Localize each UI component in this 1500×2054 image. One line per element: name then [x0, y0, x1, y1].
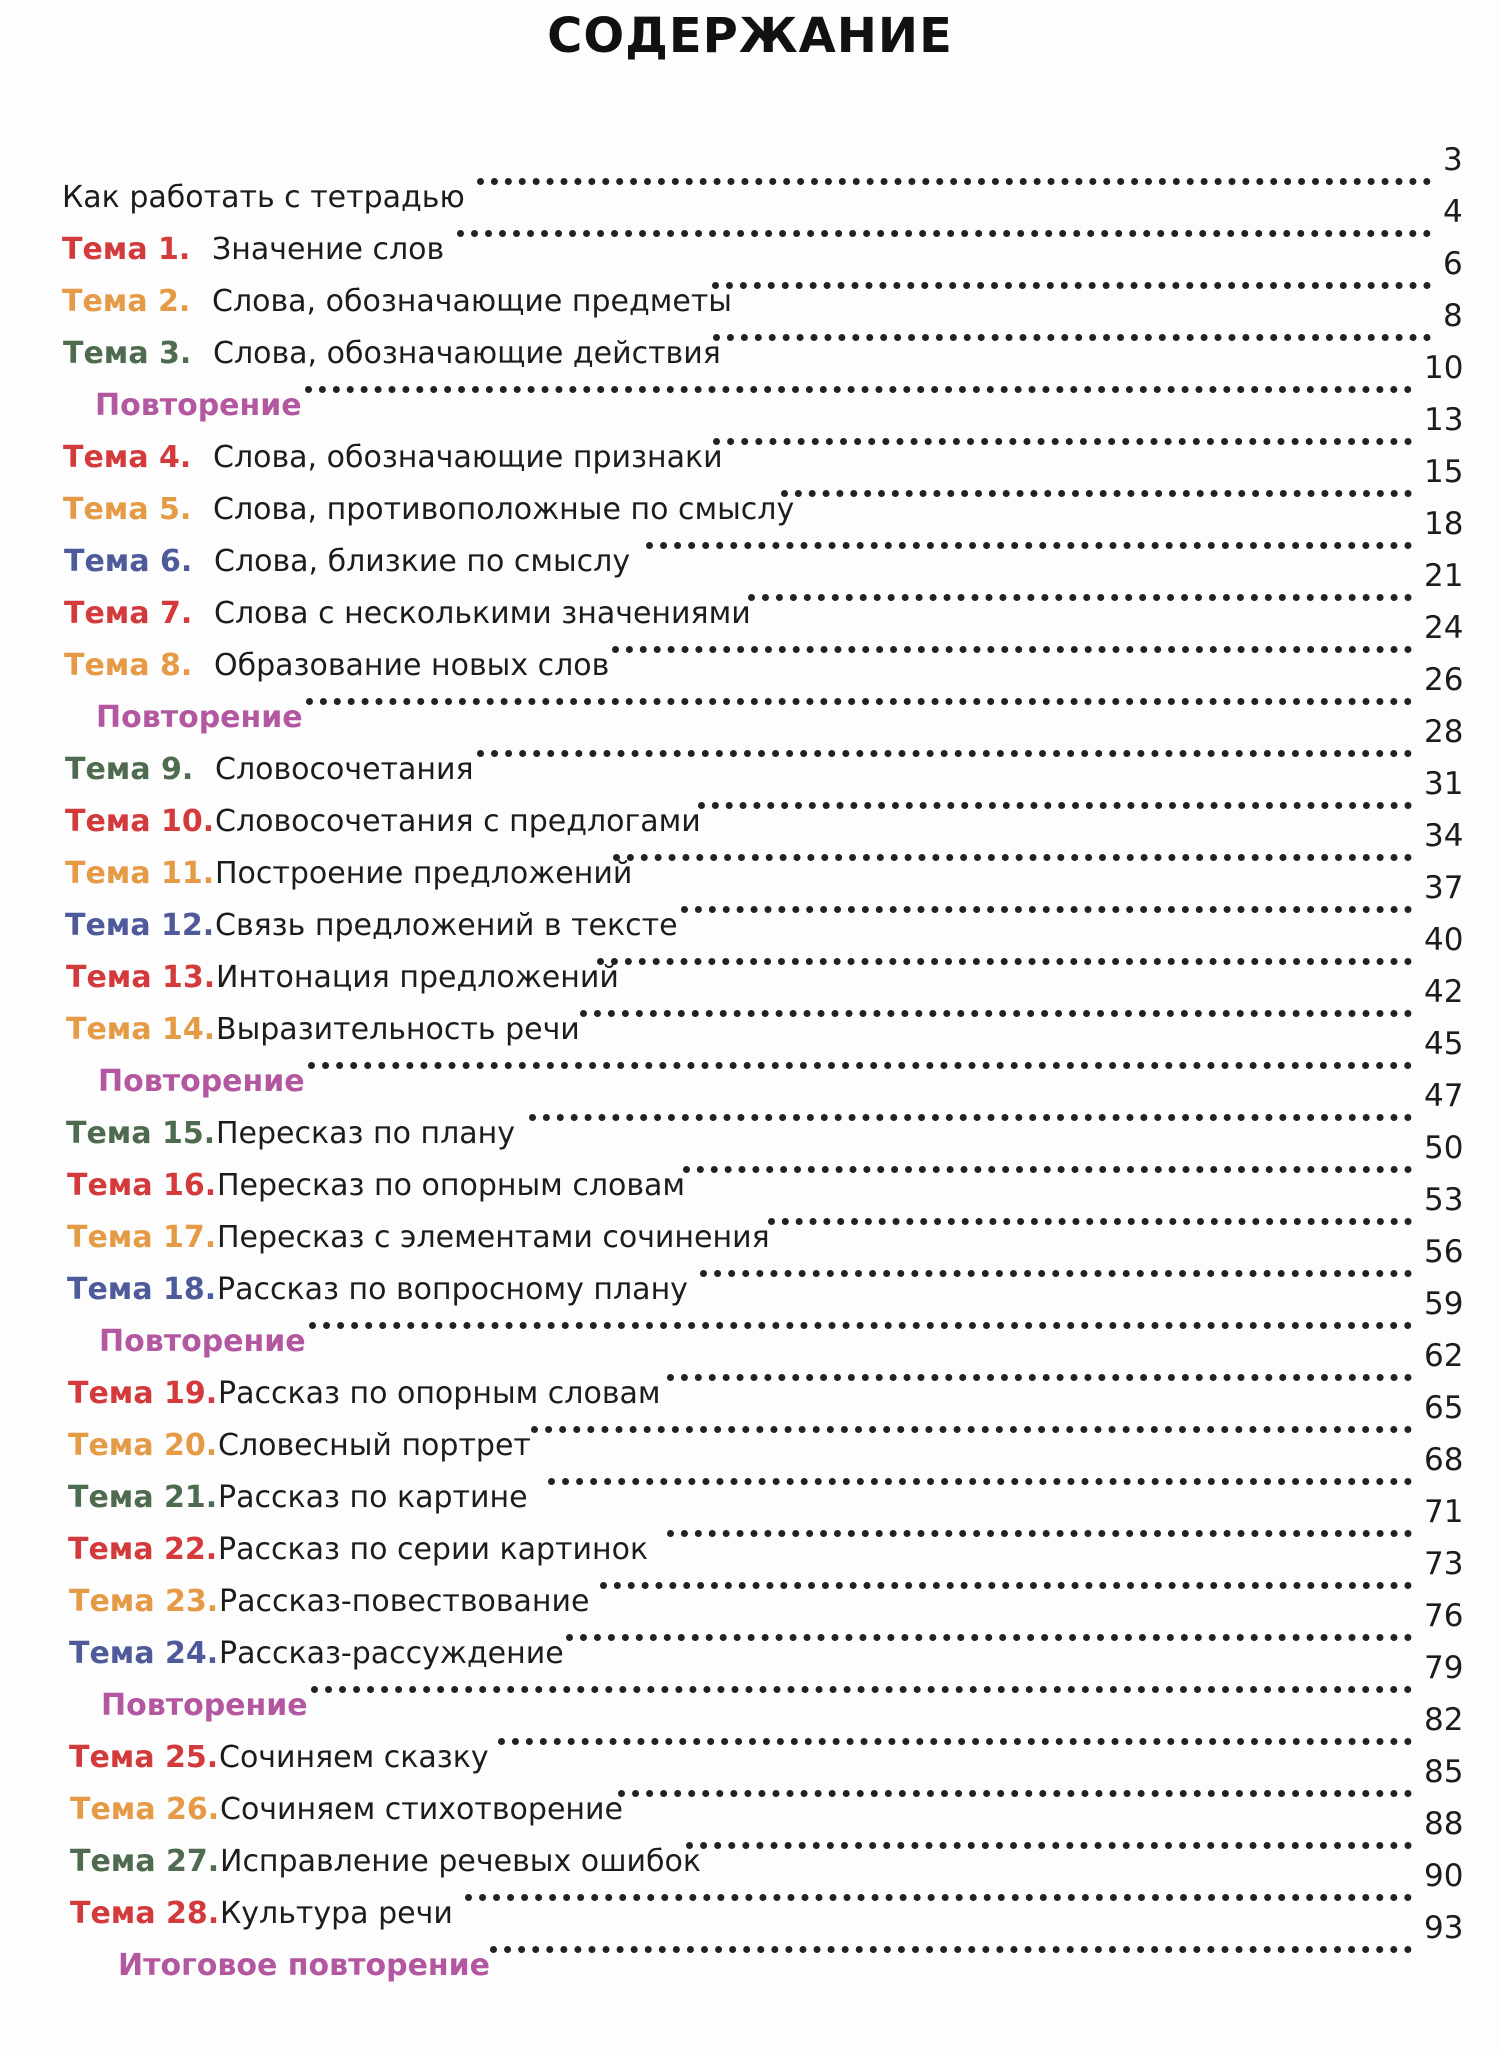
toc-page-number: 31 [1424, 766, 1464, 802]
toc-leader-dots [531, 1406, 1412, 1433]
toc-topic-number: Тема 6. [64, 544, 193, 579]
toc-topic-title: Рассказ по вопросному плану [217, 1272, 688, 1307]
toc-page-number: 40 [1424, 922, 1464, 958]
toc-page-number: 13 [1424, 402, 1464, 438]
toc-topic-number: Тема 5. [63, 492, 192, 527]
toc-leader-dots [667, 1510, 1412, 1537]
toc-page-number: 34 [1424, 818, 1464, 854]
toc-topic-title: Слова, обозначающие действия [213, 336, 721, 371]
toc-topic-number: Тема 11. [65, 856, 215, 891]
toc-leader-dots [768, 1198, 1412, 1225]
toc-page-number: 21 [1424, 558, 1464, 594]
toc-topic-number: Тема 28. [70, 1896, 220, 1931]
toc-topic-title: Рассказ по серии картинок [218, 1532, 649, 1567]
toc-section-label: Итоговое повторение [118, 1948, 491, 1983]
toc-topic-number: Тема 23. [69, 1584, 219, 1619]
toc-topic-number: Тема 15. [66, 1116, 216, 1151]
toc-topic-number: Тема 19. [68, 1376, 218, 1411]
toc-leader-dots [646, 522, 1412, 549]
toc-leader-dots [309, 1302, 1412, 1329]
toc-topic-title: Пересказ с элементами сочинения [217, 1220, 770, 1255]
toc-leader-dots [667, 1354, 1412, 1381]
toc-section-label: Повторение [99, 1324, 306, 1359]
toc-page-number: 15 [1424, 454, 1464, 490]
toc-page-number: 90 [1424, 1858, 1464, 1894]
toc-topic-title: Сочиняем стихотворение [220, 1792, 623, 1827]
toc-topic-number: Тема 14. [66, 1012, 216, 1047]
toc-page-number: 65 [1424, 1390, 1464, 1426]
toc-topic-title: Исправление речевых ошибок [220, 1844, 702, 1879]
toc-topic-title: Словесный портрет [218, 1428, 531, 1463]
toc-section-label: Повторение [101, 1688, 308, 1723]
toc-topic-number: Тема 20. [68, 1428, 218, 1463]
toc-page-number: 10 [1424, 350, 1464, 386]
toc-section-label: Повторение [98, 1064, 305, 1099]
toc-page-number: 59 [1424, 1286, 1464, 1322]
toc-section-label: Повторение [96, 700, 303, 735]
toc-leader-dots [618, 1770, 1412, 1797]
toc-topic-number: Тема 12. [65, 908, 215, 943]
page-title: СОДЕРЖАНИЕ [547, 8, 953, 64]
toc-leader-dots [477, 158, 1431, 185]
toc-topic-title: Интонация предложений [216, 960, 619, 995]
toc-topic-title: Пересказ по опорным словам [217, 1168, 686, 1203]
toc-topic-title: Связь предложений в тексте [215, 908, 678, 943]
toc-leader-dots [308, 1042, 1412, 1069]
toc-topic-title: Рассказ по опорным словам [218, 1376, 661, 1411]
toc-leader-dots [305, 366, 1412, 393]
toc-topic-title: Культура речи [220, 1896, 453, 1931]
toc-page-number: 56 [1424, 1234, 1464, 1270]
toc-topic-number: Тема 21. [68, 1480, 218, 1515]
toc-page-number: 85 [1424, 1754, 1464, 1790]
toc-leader-dots [781, 470, 1412, 497]
toc-leader-dots [498, 1718, 1412, 1745]
toc-page-number: 79 [1424, 1650, 1464, 1686]
toc-page-number: 45 [1424, 1026, 1464, 1062]
toc-leader-dots [457, 210, 1431, 237]
toc-topic-number: Тема 16. [67, 1168, 217, 1203]
toc-topic-number: Тема 10. [65, 804, 215, 839]
toc-leader-dots [613, 834, 1412, 861]
toc-topic-title: Слова, близкие по смыслу [214, 544, 631, 579]
toc-row [0, 142, 1500, 215]
toc-page-number: 42 [1424, 974, 1464, 1010]
toc-page-number: 24 [1424, 610, 1464, 646]
toc-leader-dots [698, 782, 1412, 809]
toc-leader-dots [548, 1458, 1412, 1485]
toc-leader-dots [700, 1250, 1412, 1277]
toc-page-number: 88 [1424, 1806, 1464, 1842]
toc-leader-dots [612, 626, 1412, 653]
toc-leader-dots [529, 1094, 1412, 1121]
toc-topic-title: Выразительность речи [216, 1012, 580, 1047]
toc-page-number: 8 [1443, 298, 1463, 334]
toc-leader-dots [600, 1562, 1412, 1589]
toc-leader-dots [306, 678, 1412, 705]
toc-page-number: 53 [1424, 1182, 1464, 1218]
toc-page-number: 47 [1424, 1078, 1464, 1114]
toc-topic-title: Слова с несколькими значениями [214, 596, 751, 631]
toc-section-label: Повторение [95, 388, 302, 423]
toc-topic-number: Тема 26. [70, 1792, 220, 1827]
toc-leader-dots [465, 1874, 1412, 1901]
toc-topic-number: Тема 3. [63, 336, 192, 371]
toc-topic-title: Значение слов [212, 232, 445, 267]
toc-topic-title: Слова, обозначающие признаки [213, 440, 723, 475]
toc-topic-number: Тема 9. [65, 752, 194, 787]
toc-leader-dots [683, 1146, 1412, 1173]
toc-page-number: 6 [1443, 246, 1463, 282]
toc-page-number: 37 [1424, 870, 1464, 906]
toc-page-number: 71 [1424, 1494, 1464, 1530]
toc-topic-title: Рассказ-повествование [219, 1584, 590, 1619]
toc-topic-title: Слова, противоположные по смыслу [213, 492, 795, 527]
toc-topic-number: Тема 2. [62, 284, 191, 319]
toc-topic-title: Сочиняем сказку [219, 1740, 489, 1775]
toc-topic-number: Тема 25. [69, 1740, 219, 1775]
toc-topic-number: Тема 1. [62, 232, 191, 267]
toc-leader-dots [580, 990, 1412, 1017]
toc-leader-dots [597, 938, 1412, 965]
toc-topic-number: Тема 18. [67, 1272, 217, 1307]
toc-topic-title: Как работать с тетрадью [62, 180, 465, 215]
toc-topic-number: Тема 22. [68, 1532, 218, 1567]
toc-topic-number: Тема 24. [69, 1636, 219, 1671]
toc-page-number: 4 [1443, 194, 1463, 230]
toc-topic-title: Слова, обозначающие предметы [212, 284, 732, 319]
toc-leader-dots [681, 886, 1412, 913]
toc-topic-number: Тема 7. [64, 596, 193, 631]
toc-topic-title: Словосочетания с предлогами [215, 804, 701, 839]
toc-page-number: 18 [1424, 506, 1464, 542]
toc-leader-dots [713, 418, 1412, 445]
toc-leader-dots [748, 574, 1412, 601]
toc-page-number: 26 [1424, 662, 1464, 698]
toc-leader-dots [566, 1614, 1412, 1641]
toc-page-number: 62 [1424, 1338, 1464, 1374]
toc-topic-title: Словосочетания [215, 752, 474, 787]
toc-page-number: 50 [1424, 1130, 1464, 1166]
toc-topic-title: Образование новых слов [214, 648, 610, 683]
toc-topic-number: Тема 8. [64, 648, 193, 683]
toc-leader-dots [477, 730, 1412, 757]
toc-topic-number: Тема 17. [67, 1220, 217, 1255]
toc-page-number: 76 [1424, 1598, 1464, 1634]
toc-page-number: 93 [1424, 1910, 1464, 1946]
toc-page-number: 73 [1424, 1546, 1464, 1582]
toc-topic-title: Рассказ-рассуждение [219, 1636, 564, 1671]
toc-leader-dots [686, 1822, 1412, 1849]
toc-page-number: 82 [1424, 1702, 1464, 1738]
toc-leader-dots [490, 1926, 1412, 1953]
toc-topic-number: Тема 4. [63, 440, 192, 475]
toc-topic-title: Пересказ по плану [216, 1116, 516, 1151]
toc-topic-number: Тема 13. [66, 960, 216, 995]
toc-page-number: 68 [1424, 1442, 1464, 1478]
toc-page-number: 28 [1424, 714, 1464, 750]
toc-topic-title: Построение предложений [215, 856, 633, 891]
toc-leader-dots [712, 262, 1431, 289]
toc-leader-dots [713, 314, 1431, 341]
toc-topic-number: Тема 27. [70, 1844, 220, 1879]
toc-page-number: 3 [1443, 142, 1463, 178]
toc-leader-dots [311, 1666, 1412, 1693]
toc-topic-title: Рассказ по картине [218, 1480, 528, 1515]
